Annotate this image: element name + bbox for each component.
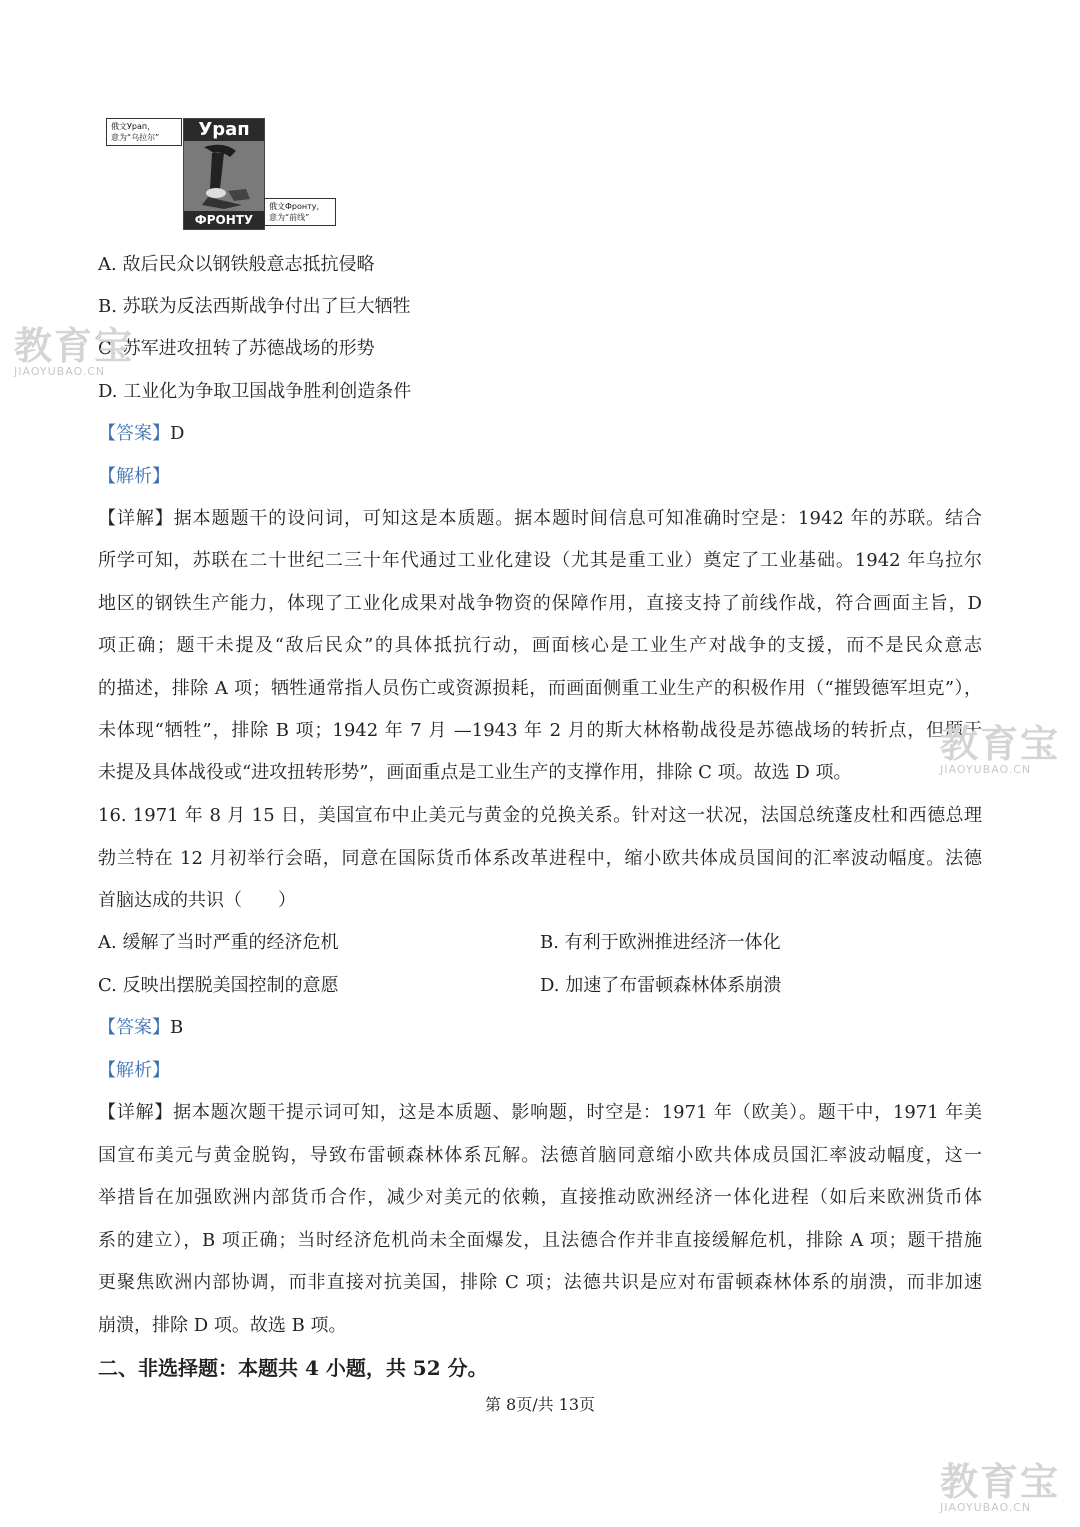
q16-stem-line-2: 勃兰特在 12 月初举行会晤，同意在国际货币体系改革进程中，缩小欧共体成员国间的汇率波动幅度。法德 [98, 848, 982, 869]
q15-option-b: B. 苏联为反法西斯战争付出了巨大牺牲 [98, 296, 411, 317]
poster-illustration [184, 141, 264, 211]
callout-bottom-line2: 意为“前线” [269, 213, 310, 222]
q15-answer [98, 421, 184, 447]
poster-bottom-text: ФРОНТУ [184, 211, 264, 229]
q15-answer-value: D [170, 423, 185, 444]
q16-detail-text-1: 据本题次题干提示词可知，这是本质题、影响题，时空是：1971 年（欧美）。题干中，1971 年美 [173, 1102, 983, 1123]
q15-detail-line-1 [98, 506, 982, 532]
callout-bottom [264, 198, 336, 226]
q15-detail-line-5: 的描述，排除 A 项；牺牲通常指人员伤亡或资源损耗，而画面侧重工业生产的积极作用（“摧毁德军坦克”）， [98, 678, 982, 699]
q16-option-a: A. 缓解了当时严重的经济危机 [98, 932, 339, 953]
q15-answer-tag: 【答案】 [98, 423, 170, 444]
q16-detail-line-2: 国宣布美元与黄金脱钩，导致布雷顿森林体系瓦解。法德首脑同意缩小欧共体成员国汇率波动幅度，这一 [98, 1145, 982, 1166]
q16-detail-line-1 [98, 1100, 982, 1126]
callout-top-line1: 俄文Урап， [111, 122, 156, 131]
q15-detail-line-6: 未体现“牺牲”，排除 B 项；1942 年 7 月 —1943 年 2 月的斯大林格勒战役是苏德战场的转折点，但题干 [98, 720, 982, 741]
q16-option-d: D. 加速了布雷顿森林体系崩溃 [540, 975, 782, 996]
poster-image [183, 118, 265, 230]
q16-option-b: B. 有利于欧洲推进经济一体化 [540, 932, 781, 953]
watermark-bottom-url: JIAOYUBAO.CN [940, 1501, 1032, 1514]
callout-top-line2: 意为“乌拉尔” [111, 133, 160, 142]
watermark-right-logo: 教育宝 [940, 722, 1061, 766]
q16-answer-value: B [170, 1017, 184, 1038]
callout-bottom-line1: 俄文Фронту， [269, 202, 325, 211]
q16-stem-line-1: 16. 1971 年 8 月 15 日，美国宣布中止美元与黄金的兑换关系。针对这一状况，法国总统蓬皮杜和西德总理 [98, 805, 982, 826]
q15-option-a: A. 敌后民众以钢铁般意志抵抗侵略 [98, 254, 375, 275]
q16-answer-tag: 【答案】 [98, 1017, 170, 1038]
watermark-right-url: JIAOYUBAO.CN [940, 763, 1032, 776]
q15-detail-line-4: 项正确；题干未提及“敌后民众”的具体抵抗行动，画面核心是工业生产对战争的支援，而不是民众意志 [98, 635, 982, 656]
watermark-left-logo: 教育宝 [14, 324, 135, 368]
q16-stem-line-3: 首脑达成的共识（ ） [98, 890, 296, 911]
q16-detail-line-5: 更聚焦欧洲内部协调，而非直接对抗美国，排除 C 项；法德共识是应对布雷顿森林体系的崩溃，而非加速 [98, 1272, 982, 1293]
q16-detail-line-4: 系的建立），B 项正确；当时经济危机尚未全面爆发，且法德合作并非直接缓解危机，排除 A 项；题干措施 [98, 1230, 982, 1251]
q16-option-c: C. 反映出摆脱美国控制的意愿 [98, 975, 339, 996]
q15-detail-line-3: 地区的钢铁生产能力，体现了工业化成果对战争物资的保障作用，直接支持了前线作战，符合画面主旨，D [98, 593, 982, 614]
q15-detail-line-2: 所学可知，苏联在二十世纪二三十年代通过工业化建设（尤其是重工业）奠定了工业基础。1942 年乌拉尔 [98, 550, 982, 571]
watermark-left-url: JIAOYUBAO.CN [14, 365, 106, 378]
q16-detail-line-3: 举措旨在加强欧洲内部货币合作，减少对美元的依赖，直接推动欧洲经济一体化进程（如后来欧洲货币体 [98, 1187, 982, 1208]
q15-detail-text-1: 据本题题干的设问词，可知这是本质题。据本题时间信息可知准确时空是：1942 年的苏联。结合 [173, 508, 983, 529]
q15-option-c: C. 苏军进攻扭转了苏德战场的形势 [98, 338, 375, 359]
watermark-right [940, 724, 1060, 776]
q15-option-d: D. 工业化为争取卫国战争胜利创造条件 [98, 381, 412, 402]
q16-answer [98, 1015, 183, 1041]
watermark-bottom-logo: 教育宝 [940, 1460, 1061, 1504]
watermark-bottom [940, 1462, 1060, 1514]
section-two-heading: 二、非选择题：本题共 4 小题，共 52 分。 [98, 1356, 488, 1380]
q15-detail-tag: 【详解】 [98, 508, 174, 529]
q16-detail-tag: 【详解】 [98, 1102, 174, 1123]
poster-figure [106, 116, 332, 232]
q16-detail-line-6: 崩溃，排除 D 项。故选 B 项。 [98, 1315, 347, 1336]
callout-top [106, 118, 182, 146]
q15-analysis-tag: 【解析】 [98, 466, 170, 487]
q16-analysis-tag: 【解析】 [98, 1060, 170, 1081]
watermark-left [14, 326, 134, 378]
page-footer: 第 8页/共 13页 [484, 1395, 596, 1414]
q15-detail-line-7: 未提及具体战役或“进攻扭转形势”，画面重点是工业生产的支撑作用，排除 C 项。故选 D 项。 [98, 762, 852, 783]
poster-top-text: Урап [184, 119, 264, 141]
